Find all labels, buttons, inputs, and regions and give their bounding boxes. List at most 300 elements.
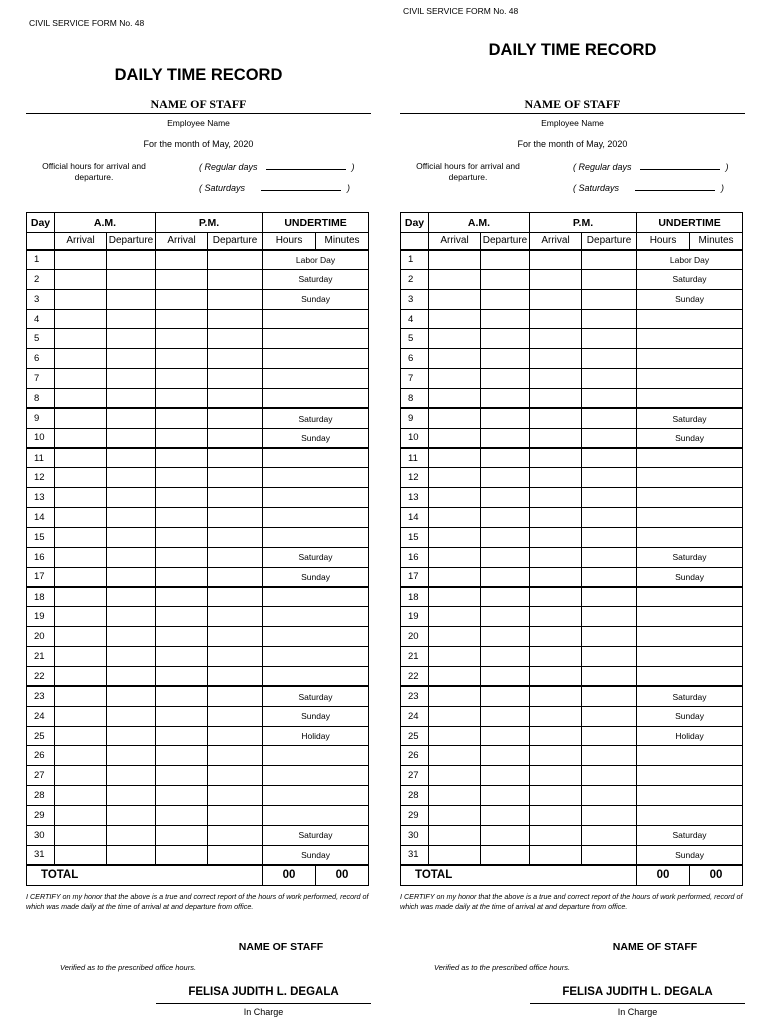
am-departure-cell[interactable] (481, 468, 530, 488)
am-arrival-cell[interactable] (55, 389, 107, 409)
pm-departure-cell[interactable] (582, 528, 637, 548)
am-arrival-cell[interactable] (429, 587, 481, 607)
pm-departure-cell[interactable] (582, 667, 637, 687)
am-departure-cell[interactable] (107, 389, 156, 409)
pm-arrival-cell[interactable] (156, 389, 208, 409)
undertime-note: Sunday (263, 845, 369, 865)
table-row (27, 627, 369, 647)
pm-arrival-cell[interactable] (156, 607, 208, 627)
am-arrival-cell[interactable] (55, 309, 107, 329)
day-number: 19 (401, 607, 429, 627)
am-arrival-cell[interactable] (429, 786, 481, 806)
pm-departure-cell[interactable] (208, 468, 263, 488)
pm-departure-cell[interactable] (208, 786, 263, 806)
table-row (27, 766, 369, 786)
saturdays-label: ( Saturdays (573, 183, 620, 193)
staff-name: NAME OF STAFF (524, 97, 621, 111)
pm-arrival-cell[interactable] (530, 428, 582, 448)
am-arrival-cell[interactable] (429, 686, 481, 706)
pm-departure-cell[interactable] (582, 349, 637, 369)
am-departure-cell[interactable] (481, 806, 530, 826)
am-departure-cell[interactable] (481, 369, 530, 389)
am-arrival-cell[interactable] (55, 408, 107, 428)
day-number: 15 (401, 528, 429, 548)
pm-arrival-cell[interactable] (156, 806, 208, 826)
pm-departure-cell[interactable] (582, 607, 637, 627)
am-arrival-cell[interactable] (429, 607, 481, 627)
am-departure-cell[interactable] (481, 508, 530, 528)
am-arrival-cell[interactable] (429, 528, 481, 548)
pm-arrival-cell[interactable] (156, 250, 208, 270)
pm-departure-cell[interactable] (582, 250, 637, 270)
pm-departure-cell[interactable] (582, 389, 637, 409)
am-departure-cell[interactable] (107, 567, 156, 587)
am-arrival-cell[interactable] (429, 369, 481, 389)
undertime-note (637, 448, 743, 468)
am-departure-cell[interactable] (481, 389, 530, 409)
regular-days-blank[interactable] (266, 161, 346, 170)
am-arrival-cell[interactable] (55, 488, 107, 508)
pm-departure-cell[interactable] (208, 706, 263, 726)
pm-arrival-cell[interactable] (156, 289, 208, 309)
pm-departure-cell[interactable] (208, 289, 263, 309)
pm-departure-cell[interactable] (582, 547, 637, 567)
am-departure-cell[interactable] (481, 567, 530, 587)
pm-arrival-cell[interactable] (530, 250, 582, 270)
day-number: 25 (401, 726, 429, 746)
am-departure-cell[interactable] (107, 468, 156, 488)
pm-departure-cell[interactable] (208, 726, 263, 746)
pm-arrival-cell[interactable] (530, 389, 582, 409)
am-departure-cell[interactable] (107, 766, 156, 786)
am-arrival-cell[interactable] (55, 250, 107, 270)
am-departure-cell[interactable] (481, 408, 530, 428)
pm-arrival-cell[interactable] (530, 309, 582, 329)
pm-departure-cell[interactable] (582, 269, 637, 289)
pm-arrival-cell[interactable] (530, 508, 582, 528)
am-departure-cell[interactable] (481, 269, 530, 289)
pm-departure-cell[interactable] (582, 845, 637, 865)
pm-departure-cell[interactable] (582, 706, 637, 726)
am-arrival-cell[interactable] (429, 706, 481, 726)
am-arrival-cell[interactable] (429, 289, 481, 309)
am-arrival-cell[interactable] (55, 667, 107, 687)
am-departure-cell[interactable] (481, 845, 530, 865)
pm-departure-cell[interactable] (208, 448, 263, 468)
pm-departure-cell[interactable] (582, 309, 637, 329)
am-arrival-cell[interactable] (429, 408, 481, 428)
day-number: 21 (27, 647, 55, 667)
am-departure-cell[interactable] (107, 428, 156, 448)
am-arrival-cell[interactable] (55, 627, 107, 647)
regular-days-close: ) (351, 162, 355, 172)
pm-arrival-cell[interactable] (156, 766, 208, 786)
pm-departure-cell[interactable] (582, 726, 637, 746)
pm-arrival-cell[interactable] (156, 587, 208, 607)
pm-arrival-cell[interactable] (530, 686, 582, 706)
pm-arrival-cell[interactable] (530, 706, 582, 726)
pm-departure-cell[interactable] (208, 528, 263, 548)
day-number: 30 (401, 825, 429, 845)
pm-departure-cell[interactable] (582, 746, 637, 766)
pm-departure-cell[interactable] (582, 766, 637, 786)
am-departure-cell[interactable] (107, 448, 156, 468)
pm-departure-cell[interactable] (582, 567, 637, 587)
pm-departure-cell[interactable] (208, 488, 263, 508)
am-departure-cell[interactable] (107, 289, 156, 309)
pm-arrival-cell[interactable] (156, 528, 208, 548)
total-label: TOTAL (27, 865, 263, 885)
am-departure-cell[interactable] (481, 329, 530, 349)
pm-departure-cell[interactable] (208, 309, 263, 329)
pm-arrival-cell[interactable] (530, 786, 582, 806)
pm-departure-cell[interactable] (208, 389, 263, 409)
am-arrival-cell[interactable] (429, 329, 481, 349)
undertime-header: UNDERTIME (637, 213, 743, 233)
am-arrival-cell[interactable] (429, 309, 481, 329)
am-arrival-cell[interactable] (55, 468, 107, 488)
pm-arrival-cell[interactable] (530, 488, 582, 508)
pm-arrival-cell[interactable] (530, 269, 582, 289)
am-departure-cell[interactable] (481, 250, 530, 270)
table-row (401, 547, 743, 567)
pm-arrival-cell[interactable] (156, 567, 208, 587)
pm-departure-cell[interactable] (582, 468, 637, 488)
pm-arrival-cell[interactable] (530, 369, 582, 389)
am-departure-cell[interactable] (107, 528, 156, 548)
pm-arrival-cell[interactable] (530, 726, 582, 746)
table-row (401, 667, 743, 687)
pm-arrival-header: Arrival (156, 233, 208, 250)
pm-departure-cell[interactable] (208, 369, 263, 389)
am-arrival-cell[interactable] (55, 289, 107, 309)
pm-arrival-cell[interactable] (156, 686, 208, 706)
am-arrival-cell[interactable] (55, 825, 107, 845)
pm-arrival-cell[interactable] (156, 309, 208, 329)
am-arrival-cell[interactable] (55, 786, 107, 806)
am-departure-cell[interactable] (107, 607, 156, 627)
pm-departure-cell[interactable] (582, 329, 637, 349)
am-departure-cell[interactable] (481, 726, 530, 746)
am-arrival-cell[interactable] (429, 647, 481, 667)
pm-arrival-cell[interactable] (156, 488, 208, 508)
pm-arrival-cell[interactable] (156, 647, 208, 667)
am-arrival-cell[interactable] (429, 269, 481, 289)
am-arrival-cell[interactable] (55, 329, 107, 349)
am-arrival-cell[interactable] (55, 607, 107, 627)
pm-departure-cell[interactable] (582, 647, 637, 667)
pm-departure-cell[interactable] (582, 428, 637, 448)
am-departure-cell[interactable] (107, 806, 156, 826)
pm-departure-cell[interactable] (208, 746, 263, 766)
am-departure-cell[interactable] (481, 746, 530, 766)
am-departure-cell[interactable] (481, 488, 530, 508)
am-arrival-cell[interactable] (55, 269, 107, 289)
am-departure-cell[interactable] (481, 448, 530, 468)
regular-days-blank[interactable] (640, 161, 720, 170)
am-arrival-cell[interactable] (55, 806, 107, 826)
am-departure-cell[interactable] (107, 329, 156, 349)
pm-arrival-cell[interactable] (156, 369, 208, 389)
month-text: For the month of May, 2020 (517, 139, 628, 149)
pm-arrival-cell[interactable] (530, 766, 582, 786)
pm-arrival-cell[interactable] (530, 746, 582, 766)
pm-departure-cell[interactable] (582, 786, 637, 806)
pm-departure-cell[interactable] (208, 587, 263, 607)
pm-arrival-cell[interactable] (156, 508, 208, 528)
am-arrival-cell[interactable] (55, 567, 107, 587)
am-arrival-cell[interactable] (55, 587, 107, 607)
pm-arrival-cell[interactable] (156, 448, 208, 468)
am-departure-cell[interactable] (481, 587, 530, 607)
am-departure-cell[interactable] (481, 766, 530, 786)
am-arrival-cell[interactable] (55, 845, 107, 865)
am-departure-cell[interactable] (107, 686, 156, 706)
am-departure-cell[interactable] (481, 647, 530, 667)
pm-arrival-cell[interactable] (530, 587, 582, 607)
am-departure-cell[interactable] (481, 607, 530, 627)
am-arrival-cell[interactable] (429, 806, 481, 826)
am-arrival-cell[interactable] (429, 825, 481, 845)
pm-arrival-cell[interactable] (530, 667, 582, 687)
am-arrival-cell[interactable] (55, 547, 107, 567)
table-row (401, 607, 743, 627)
am-arrival-cell[interactable] (429, 488, 481, 508)
am-departure-cell[interactable] (481, 627, 530, 647)
pm-departure-cell[interactable] (582, 686, 637, 706)
day-number: 8 (27, 389, 55, 409)
pm-departure-cell[interactable] (208, 627, 263, 647)
pm-arrival-cell[interactable] (156, 825, 208, 845)
pm-departure-cell[interactable] (582, 448, 637, 468)
pm-departure-cell[interactable] (208, 766, 263, 786)
am-arrival-cell[interactable] (429, 667, 481, 687)
am-arrival-cell[interactable] (55, 508, 107, 528)
pm-departure-cell[interactable] (582, 825, 637, 845)
pm-arrival-cell[interactable] (156, 845, 208, 865)
am-departure-cell[interactable] (481, 706, 530, 726)
undertime-note (637, 806, 743, 826)
am-departure-cell[interactable] (107, 508, 156, 528)
pm-arrival-cell[interactable] (156, 428, 208, 448)
pm-departure-cell[interactable] (208, 250, 263, 270)
table-row (401, 825, 743, 845)
pm-arrival-cell[interactable] (156, 786, 208, 806)
am-departure-cell[interactable] (107, 587, 156, 607)
am-departure-cell[interactable] (481, 428, 530, 448)
undertime-note (637, 468, 743, 488)
pm-departure-cell[interactable] (208, 547, 263, 567)
day-number: 26 (27, 746, 55, 766)
am-departure-cell[interactable] (107, 250, 156, 270)
am-departure-cell[interactable] (107, 269, 156, 289)
am-arrival-cell[interactable] (429, 845, 481, 865)
pm-arrival-cell[interactable] (530, 289, 582, 309)
pm-arrival-cell[interactable] (156, 746, 208, 766)
undertime-note (637, 528, 743, 548)
dtr-table (26, 212, 369, 886)
am-departure-cell[interactable] (107, 349, 156, 369)
am-arrival-cell[interactable] (429, 468, 481, 488)
undertime-note: Sunday (263, 289, 369, 309)
pm-arrival-cell[interactable] (530, 627, 582, 647)
am-departure-cell[interactable] (107, 825, 156, 845)
am-arrival-cell[interactable] (429, 250, 481, 270)
pm-departure-cell[interactable] (582, 627, 637, 647)
pm-departure-cell[interactable] (208, 269, 263, 289)
am-arrival-cell[interactable] (55, 349, 107, 369)
am-departure-cell[interactable] (481, 349, 530, 369)
am-departure-cell[interactable] (107, 845, 156, 865)
day-number: 7 (401, 369, 429, 389)
am-departure-cell[interactable] (107, 667, 156, 687)
pm-arrival-cell[interactable] (530, 329, 582, 349)
in-charge-name: FELISA JUDITH L. DEGALA (188, 986, 339, 998)
pm-departure-cell[interactable] (208, 329, 263, 349)
am-departure-cell[interactable] (107, 369, 156, 389)
am-departure-cell[interactable] (481, 309, 530, 329)
pm-departure-cell[interactable] (208, 428, 263, 448)
am-departure-cell[interactable] (481, 667, 530, 687)
table-row (27, 488, 369, 508)
table-row (401, 309, 743, 329)
table-row (401, 686, 743, 706)
undertime-note: Sunday (637, 567, 743, 587)
am-departure-cell[interactable] (107, 488, 156, 508)
am-arrival-cell[interactable] (429, 766, 481, 786)
pm-arrival-cell[interactable] (156, 547, 208, 567)
pm-departure-cell[interactable] (582, 488, 637, 508)
am-departure-cell[interactable] (481, 786, 530, 806)
pm-arrival-cell[interactable] (156, 408, 208, 428)
pm-departure-cell[interactable] (208, 845, 263, 865)
undertime-note: Saturday (263, 408, 369, 428)
pm-arrival-cell[interactable] (530, 547, 582, 567)
pm-departure-cell[interactable] (582, 806, 637, 826)
am-arrival-cell[interactable] (55, 369, 107, 389)
pm-arrival-cell[interactable] (530, 567, 582, 587)
pm-departure-cell[interactable] (208, 567, 263, 587)
pm-departure-cell[interactable] (208, 647, 263, 667)
am-departure-cell[interactable] (107, 786, 156, 806)
am-departure-cell[interactable] (481, 825, 530, 845)
pm-departure-cell[interactable] (582, 408, 637, 428)
pm-arrival-cell[interactable] (156, 706, 208, 726)
am-arrival-cell[interactable] (429, 349, 481, 369)
am-departure-cell[interactable] (481, 686, 530, 706)
table-row (401, 468, 743, 488)
pm-arrival-cell[interactable] (530, 408, 582, 428)
table-row (27, 428, 369, 448)
table-row (27, 250, 369, 270)
pm-arrival-cell[interactable] (530, 647, 582, 667)
pm-arrival-cell[interactable] (530, 528, 582, 548)
am-arrival-cell[interactable] (55, 647, 107, 667)
pm-departure-cell[interactable] (208, 408, 263, 428)
am-departure-cell[interactable] (107, 547, 156, 567)
pm-departure-cell[interactable] (582, 508, 637, 528)
pm-departure-cell[interactable] (208, 686, 263, 706)
am-departure-cell[interactable] (481, 289, 530, 309)
am-arrival-cell[interactable] (55, 746, 107, 766)
am-arrival-cell[interactable] (55, 528, 107, 548)
am-departure-cell[interactable] (481, 547, 530, 567)
pm-departure-cell[interactable] (208, 349, 263, 369)
saturdays-blank[interactable] (635, 182, 715, 191)
day-number: 3 (27, 289, 55, 309)
pm-departure-cell[interactable] (582, 369, 637, 389)
am-arrival-cell[interactable] (55, 686, 107, 706)
am-departure-cell[interactable] (481, 528, 530, 548)
am-departure-cell[interactable] (107, 408, 156, 428)
am-departure-cell[interactable] (107, 647, 156, 667)
saturdays-blank[interactable] (261, 182, 341, 191)
pm-departure-cell[interactable] (208, 825, 263, 845)
pm-arrival-cell[interactable] (156, 627, 208, 647)
am-departure-cell[interactable] (107, 706, 156, 726)
am-arrival-cell[interactable] (429, 389, 481, 409)
pm-departure-cell[interactable] (208, 806, 263, 826)
day-number: 2 (27, 269, 55, 289)
undertime-note: Labor Day (263, 250, 369, 270)
am-departure-cell[interactable] (107, 726, 156, 746)
am-arrival-cell[interactable] (429, 746, 481, 766)
pm-departure-cell[interactable] (208, 667, 263, 687)
pm-departure-cell[interactable] (582, 289, 637, 309)
table-row (27, 806, 369, 826)
am-arrival-cell[interactable] (429, 508, 481, 528)
pm-arrival-cell[interactable] (156, 667, 208, 687)
am-departure-cell[interactable] (107, 309, 156, 329)
am-arrival-cell[interactable] (429, 428, 481, 448)
am-arrival-cell[interactable] (55, 706, 107, 726)
certification-text: I CERTIFY on my honor that the above is a true and correct report of the hours of work performed, record of which was made daily at the time of arrival at and departure from office. (400, 892, 743, 911)
table-row (401, 349, 743, 369)
pm-departure-cell[interactable] (208, 607, 263, 627)
table-row (401, 250, 743, 270)
pm-arrival-cell[interactable] (530, 468, 582, 488)
pm-arrival-cell[interactable] (530, 349, 582, 369)
day-number: 7 (27, 369, 55, 389)
pm-arrival-cell[interactable] (530, 607, 582, 627)
am-arrival-cell[interactable] (429, 726, 481, 746)
am-arrival-cell[interactable] (55, 766, 107, 786)
pm-arrival-cell[interactable] (530, 448, 582, 468)
pm-arrival-cell[interactable] (530, 825, 582, 845)
pm-departure-cell[interactable] (582, 587, 637, 607)
pm-departure-cell[interactable] (208, 508, 263, 528)
am-arrival-cell[interactable] (55, 448, 107, 468)
pm-arrival-cell[interactable] (530, 806, 582, 826)
pm-arrival-cell[interactable] (156, 269, 208, 289)
pm-arrival-cell[interactable] (156, 329, 208, 349)
pm-arrival-cell[interactable] (156, 726, 208, 746)
am-arrival-cell[interactable] (429, 567, 481, 587)
am-arrival-cell[interactable] (55, 428, 107, 448)
am-departure-cell[interactable] (107, 627, 156, 647)
am-arrival-cell[interactable] (429, 627, 481, 647)
pm-arrival-cell[interactable] (156, 468, 208, 488)
pm-arrival-cell[interactable] (530, 845, 582, 865)
am-arrival-cell[interactable] (429, 547, 481, 567)
table-row (27, 587, 369, 607)
table-row (27, 746, 369, 766)
dtr-table (400, 212, 743, 886)
pm-arrival-cell[interactable] (156, 349, 208, 369)
am-arrival-cell[interactable] (55, 726, 107, 746)
am-arrival-cell[interactable] (429, 448, 481, 468)
am-departure-cell[interactable] (107, 746, 156, 766)
